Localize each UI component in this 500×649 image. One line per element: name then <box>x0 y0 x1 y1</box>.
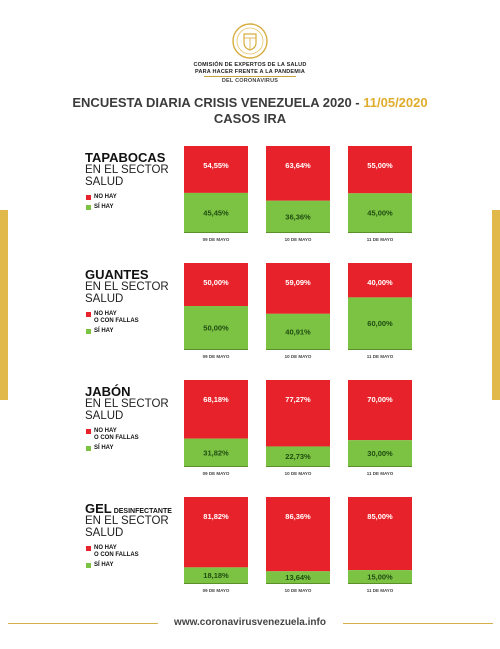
data-label-yes: 36,36% <box>285 212 311 222</box>
page-subtitle: CASOS IRA <box>213 111 287 126</box>
bar-segment-no <box>348 380 412 440</box>
footer-url[interactable]: www.coronavirusvenezuela.info <box>174 617 326 628</box>
data-label-no: 63,64% <box>285 161 311 170</box>
data-label-no: 86,36% <box>285 512 311 521</box>
section-title-main: JABÓN <box>85 384 131 399</box>
data-label-no: 59,09% <box>285 278 311 287</box>
data-label-no: 77,27% <box>285 395 311 404</box>
legend-label-line: NO HAY <box>94 311 117 317</box>
x-tick-label: 11 DE MAYO <box>366 471 394 476</box>
data-label-yes: 22,73% <box>285 452 311 462</box>
coat-of-arms-icon <box>231 22 269 60</box>
x-tick-label: 09 DE MAYO <box>202 588 230 593</box>
data-label-yes: 45,00% <box>367 208 393 218</box>
x-tick-label: 10 DE MAYO <box>284 354 312 359</box>
section-title-small: DESINFECTANTE <box>113 508 172 515</box>
bar-segment-no <box>266 497 330 571</box>
org-line-1: COMISIÓN DE EXPERTOS DE LA SALUD <box>193 62 307 68</box>
legend-label-yes: SÍ HAY <box>94 328 114 334</box>
x-tick-label: 10 DE MAYO <box>284 237 312 242</box>
stacked-bar-chart <box>0 497 500 607</box>
data-label-no: 68,18% <box>203 395 229 404</box>
legend-label-yes: SÍ HAY <box>94 204 114 210</box>
bar-segment-no <box>348 497 412 570</box>
x-tick-label: 09 DE MAYO <box>202 471 230 476</box>
data-label-yes: 15,00% <box>367 572 393 582</box>
data-label-yes: 60,00% <box>367 319 393 329</box>
bar-segment-no <box>184 380 248 439</box>
org-line-3: DEL CORONAVIRUS <box>221 78 279 84</box>
section-subtitle: EN EL SECTOR SALUD <box>85 164 169 188</box>
title-text: ENCUESTA DIARIA CRISIS VENEZUELA 2020 - <box>72 95 364 110</box>
section-subtitle: EN EL SECTOR SALUD <box>85 398 169 422</box>
section-title-main: GUANTES <box>85 267 149 282</box>
section-subtitle: EN EL SECTOR SALUD <box>85 515 169 539</box>
x-tick-label: 11 DE MAYO <box>366 237 394 242</box>
legend-label-yes: SÍ HAY <box>94 562 114 568</box>
data-label-yes: 13,64% <box>285 573 311 583</box>
x-tick-label: 09 DE MAYO <box>202 354 230 359</box>
data-label-yes: 45,45% <box>203 208 229 218</box>
data-label-yes: 50,00% <box>203 323 229 333</box>
legend-label-line: O CON FALLAS <box>94 552 139 558</box>
page-title <box>0 95 500 110</box>
bar-segment-no <box>184 497 248 567</box>
x-tick-label: 10 DE MAYO <box>284 588 312 593</box>
bar-segment-no <box>266 380 330 446</box>
org-line-2: PARA HACER FRENTE A LA PANDEMIA <box>195 69 305 75</box>
legend-label-line: NO HAY <box>94 428 117 434</box>
data-label-no: 70,00% <box>367 395 393 404</box>
legend-label-yes: SÍ HAY <box>94 445 114 451</box>
bar-segment-no <box>266 263 330 314</box>
x-tick-label: 10 DE MAYO <box>284 471 312 476</box>
data-label-no: 81,82% <box>203 512 229 521</box>
org-divider <box>204 76 296 77</box>
legend-label-line: NO HAY <box>94 545 117 551</box>
stacked-bar-chart <box>0 380 500 490</box>
data-label-no: 54,55% <box>203 161 229 170</box>
section-title-main: TAPABOCAS <box>85 150 166 165</box>
data-label-no: 85,00% <box>367 512 393 521</box>
data-label-no: 40,00% <box>367 278 393 287</box>
legend-label-line: NO HAY <box>94 194 117 200</box>
x-tick-label: 11 DE MAYO <box>366 588 394 593</box>
section-title-main: GEL <box>85 501 112 516</box>
data-label-yes: 18,18% <box>203 571 229 581</box>
footer-rule-right <box>343 623 493 624</box>
x-tick-label: 09 DE MAYO <box>202 237 230 242</box>
data-label-no: 55,00% <box>367 161 393 170</box>
data-label-no: 50,00% <box>203 278 229 287</box>
bar-segment-no <box>266 146 330 201</box>
data-label-yes: 30,00% <box>367 449 393 459</box>
section-subtitle: EN EL SECTOR SALUD <box>85 281 169 305</box>
legend-label-line: O CON FALLAS <box>94 435 139 441</box>
title-date: 11/05/2020 <box>363 95 428 110</box>
stacked-bar-chart <box>0 263 500 373</box>
data-label-yes: 40,91% <box>285 327 311 337</box>
x-tick-label: 11 DE MAYO <box>366 354 394 359</box>
legend-label-line: O CON FALLAS <box>94 318 139 324</box>
data-label-yes: 31,82% <box>203 448 229 458</box>
stacked-bar-chart <box>0 146 500 256</box>
